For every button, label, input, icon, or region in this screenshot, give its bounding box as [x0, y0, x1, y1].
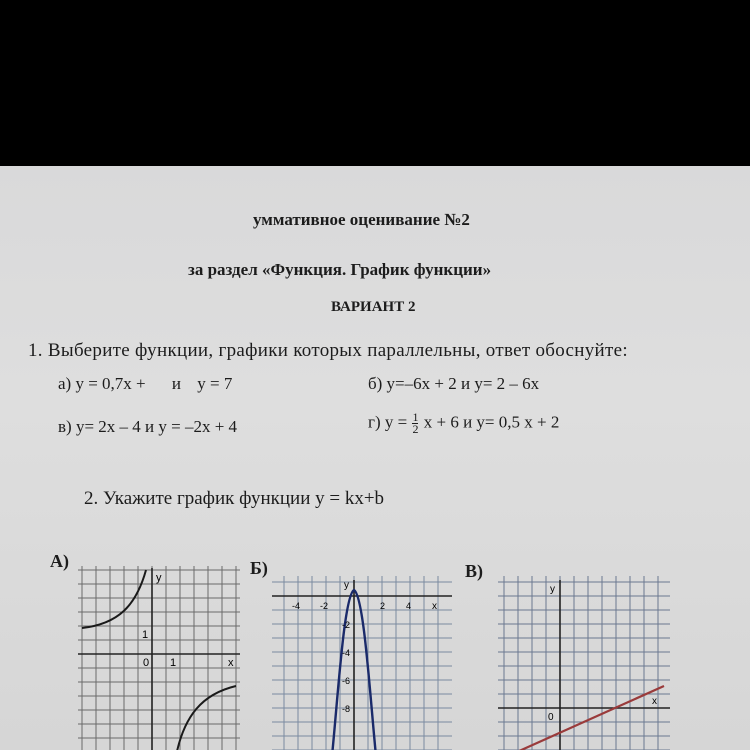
worksheet-page [0, 166, 750, 750]
graph-b-y-tick: -2 [342, 620, 351, 630]
graph-v-label: В) [465, 561, 483, 581]
graph-a-grid [78, 566, 240, 750]
graph-a-origin: 0 [143, 657, 150, 669]
graph-a-one-x: 1 [170, 657, 177, 669]
page-title: уммативное оценивание №2 [253, 210, 470, 229]
graph-a-label: А) [50, 551, 69, 571]
option-v: в) y= 2x – 4 и y = –2x + 4 [58, 417, 238, 436]
option-b: б) y=–6x + 2 и y= 2 – 6x [368, 374, 540, 393]
graph-b [272, 576, 452, 750]
graph-b-y-tick: -8 [342, 704, 351, 714]
graph-b-x-tick: -4 [292, 601, 301, 611]
graph-b-x-tick: 2 [380, 601, 386, 611]
graph-a-x-label: x [228, 657, 234, 669]
graph-b-x-tick: -2 [320, 601, 329, 611]
option-a-left: а) y = 0,7x + [58, 374, 146, 393]
graph-b-x-tick: 4 [406, 601, 412, 611]
graph-a-curve-left [82, 570, 146, 628]
graph-b-y-label: y [344, 580, 349, 591]
task-1-text: 1. Выберите функции, графики которых параллельны, ответ обоснуйте: [28, 340, 628, 361]
option-g [368, 412, 559, 435]
task-2-text: 2. Укажите график функции y = kx+b [84, 488, 385, 509]
graph-a [78, 566, 240, 750]
graph-b-y-tick: -4 [342, 648, 351, 658]
graph-v-line [508, 686, 664, 750]
variant-label: ВАРИАНТ 2 [331, 299, 416, 315]
option-a [58, 374, 232, 394]
page-subtitle: за раздел «Функция. График функции» [188, 260, 492, 279]
graph-v [498, 576, 670, 750]
fraction-denominator: 2 [412, 422, 419, 436]
fraction-one-half [412, 412, 418, 435]
graph-b-y-tick: -6 [342, 676, 351, 686]
graph-v-x-label: x [652, 696, 657, 707]
graph-a-one-y: 1 [142, 629, 149, 641]
graph-v-origin: 0 [548, 712, 554, 723]
option-g-right: x + 6 и y= 0,5 x + 2 [423, 412, 560, 432]
graph-v-y-label: y [550, 584, 555, 595]
graph-b-x-label: x [432, 601, 437, 612]
graph-b-label: Б) [250, 558, 268, 578]
option-a-and: и [171, 374, 181, 393]
option-a-right: y = 7 [197, 374, 233, 393]
graph-a-y-label: y [156, 572, 162, 584]
graph-v-grid [498, 576, 670, 750]
option-g-left: г) y = [368, 412, 408, 432]
fraction-numerator: 1 [412, 410, 419, 424]
